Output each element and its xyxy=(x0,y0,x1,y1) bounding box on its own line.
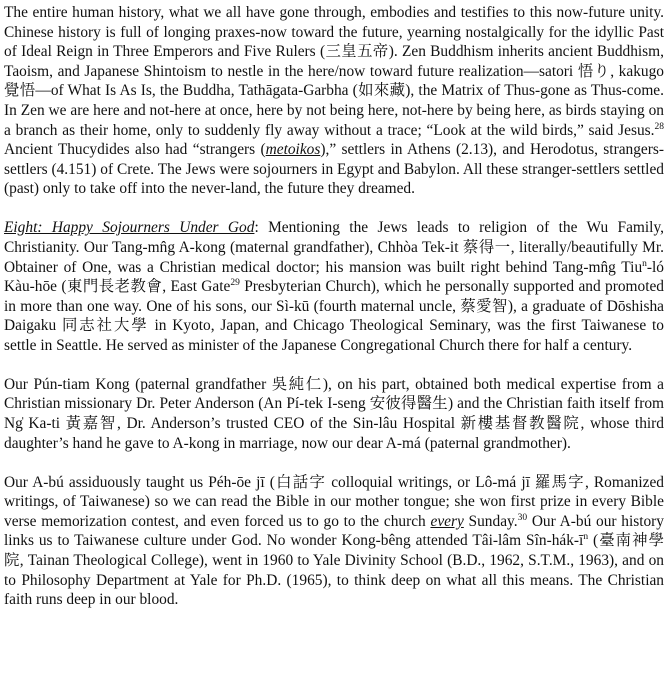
paragraph-mother-tongue xyxy=(4,473,664,610)
paragraph-text: Our A-bú assiduously taught us Péh-ōe jī (白話字 colloquial writings, or Lô-má jī 羅馬字, Romanized writings, of Taiwanese) so we can read the Bible in our mother tongue; she won first prize in every Bible verse memorization contest, and even forced us to go to the church xyxy=(4,473,664,530)
paragraph-text: Our Pún-tiam Kong (paternal grandfather 吳純仁), on his part, obtained both medical expertise from a Christian missionary Dr. Peter Anderson (An Pí-tek I-seng 安彼得醫生) and the Christian faith itself from Ng̍ Ka-ti 黃嘉智, Dr. Anderson’s trusted CEO of the Sin-lâu Hospital 新樓基督教醫院, whose third daughter’s hand he gave to A-kong in marriage, now our dear A-má (paternal grandmother). xyxy=(4,375,664,452)
section-heading: Eight: Happy Sojourners Under God xyxy=(4,219,255,237)
emphasis-every: every xyxy=(430,512,464,530)
footnote-ref-29[interactable]: 29 xyxy=(230,278,240,289)
paragraph-text: Presbyterian Church), which he personally supported and promoted in more than one way. One of his sons, our Sì-kū (fourth maternal uncle, 蔡愛智), a graduate of Dōshisha Daigaku 同志社大學 in Kyoto, Japan, and Chicago Theological Seminary, was the first Taiwanese to settle in Seattle. He served as minister of the Japanese Congregational Church there for half a century. xyxy=(4,278,664,354)
paragraph-text: : Mentioning the Jews leads to religion of the Wu Family, Christianity. Our Tang-mn̂g A-kong (maternal grandfather), Chhòa Tek-it 蔡得一, literally/beautifully Mr. Obtainer of One, was a Christian medical doctor; his mansion was built right behind Tang-mn̂g Tiu xyxy=(4,219,664,276)
paragraph-text: ),” settlers in Athens (2.13), and Herodotus, strangers-settlers (4.151) of Crete. The Jews were sojourners in Egypt and Babylon. All these stranger-settlers settled (past) only to take off into the never-land, the future they dreamed. xyxy=(4,141,664,198)
superscript-n: n xyxy=(583,532,589,543)
paragraph-text: Our A-bú our history links us to Taiwanese culture under God. No wonder Kong-bêng attended Tâi-lâm Sîn-hák-ī xyxy=(4,512,665,550)
paragraph-text: Ancient Thucydides also had “strangers ( xyxy=(4,141,266,159)
paragraph-unity xyxy=(4,3,664,199)
document-page xyxy=(4,3,664,610)
paragraph-text: The entire human history, what we all have gone through, embodies and testifies to this now-future unity. Chinese history is full of longing praxes-now toward the future, yearning nostalgically for the idyllic Past of Ideal Reign in Three Emperors and Five Rulers (三皇五帝). Zen Buddhism inherits ancient Buddhism, Taoism, and Japanese Shintoism to nestle in the here/now toward future realization—satori 悟り, kakugo 覺悟—of What Is As Is, the Buddha, Tathāgata-Garbha (如來藏), the Matrix of Thus-gone as Thus-come. In Zen we are here and not-here at once, here by not being here, not-here by being here, as birds staying on a branch as their home, only to suddenly fly away without a trace; “Look at the wild birds,” said Jesus. xyxy=(4,4,664,139)
footnote-ref-28[interactable]: 28 xyxy=(654,121,664,132)
paragraph-paternal-grandfather xyxy=(4,375,664,453)
paragraph-text: (臺南神學院, Tainan Theological College), went in 1960 to Yale Divinity School (B.D., 1962, S.T.M., 1963), and on to Philosophy Department at Yale for Ph.D. (1965), to think deep on what all this means. The Christian faith runs deep in our blood. xyxy=(4,532,664,609)
paragraph-text: -ló Kàu-hōe (東門長老教會, East Gate xyxy=(4,258,664,296)
footnote-ref-30[interactable]: 30 xyxy=(517,512,528,523)
superscript-n: n xyxy=(642,258,647,269)
paragraph-text: Sunday. xyxy=(463,512,518,530)
term-metoikos: metoikos xyxy=(265,141,321,159)
paragraph-sojourners xyxy=(4,218,664,355)
